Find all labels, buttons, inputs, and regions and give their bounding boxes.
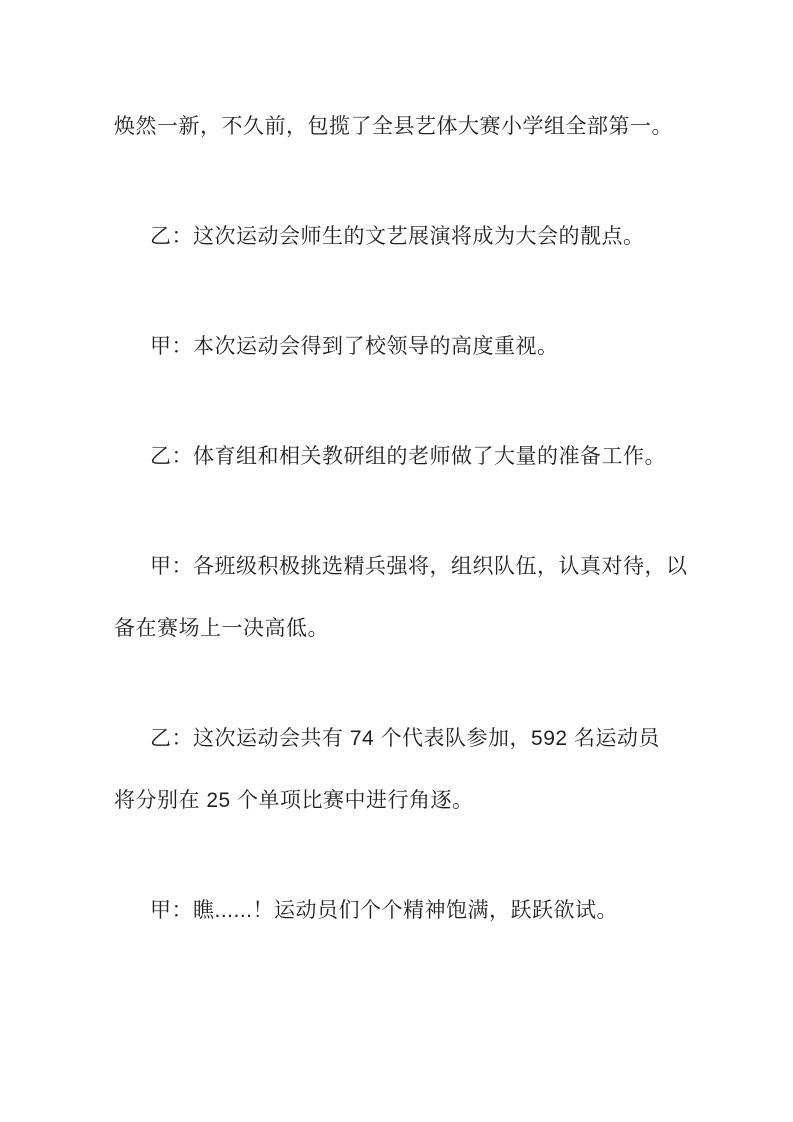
paragraph-speaker-yi-1 — [114, 206, 713, 268]
dialogue-line: 乙：体育组和相关教研组的老师做了大量的准备工作。 — [150, 445, 666, 468]
paragraph-speaker-jia-1 — [114, 316, 713, 378]
dialogue-line: 甲：各班级积极挑选精兵强将，组织队伍，认真对待，以 — [150, 555, 688, 578]
dialogue-line: 乙：这次运动会共有 74 个代表队参加，592 名运动员 — [150, 727, 660, 750]
dialogue-line: 乙：这次运动会师生的文艺展演将成为大会的靓点。 — [150, 225, 645, 248]
dialogue-line-wrap: 将分别在 25 个单项比赛中进行角逐。 — [114, 789, 474, 812]
dialogue-line-wrap: 备在赛场上一决高低。 — [114, 617, 329, 640]
text-line: 焕然一新，不久前，包揽了全县艺体大赛小学组全部第一。 — [114, 115, 673, 138]
dialogue-line: 甲：本次运动会得到了校领导的高度重视。 — [150, 335, 559, 358]
paragraph-continuation — [114, 96, 713, 158]
dialogue-line: 甲：瞧......！运动员们个个精神饱满，跃跃欲试。 — [150, 899, 619, 922]
paragraph-speaker-yi-2 — [114, 426, 713, 488]
paragraph-speaker-jia-3 — [114, 880, 713, 942]
paragraph-speaker-jia-2 — [114, 536, 713, 660]
paragraph-speaker-yi-3 — [114, 708, 713, 832]
